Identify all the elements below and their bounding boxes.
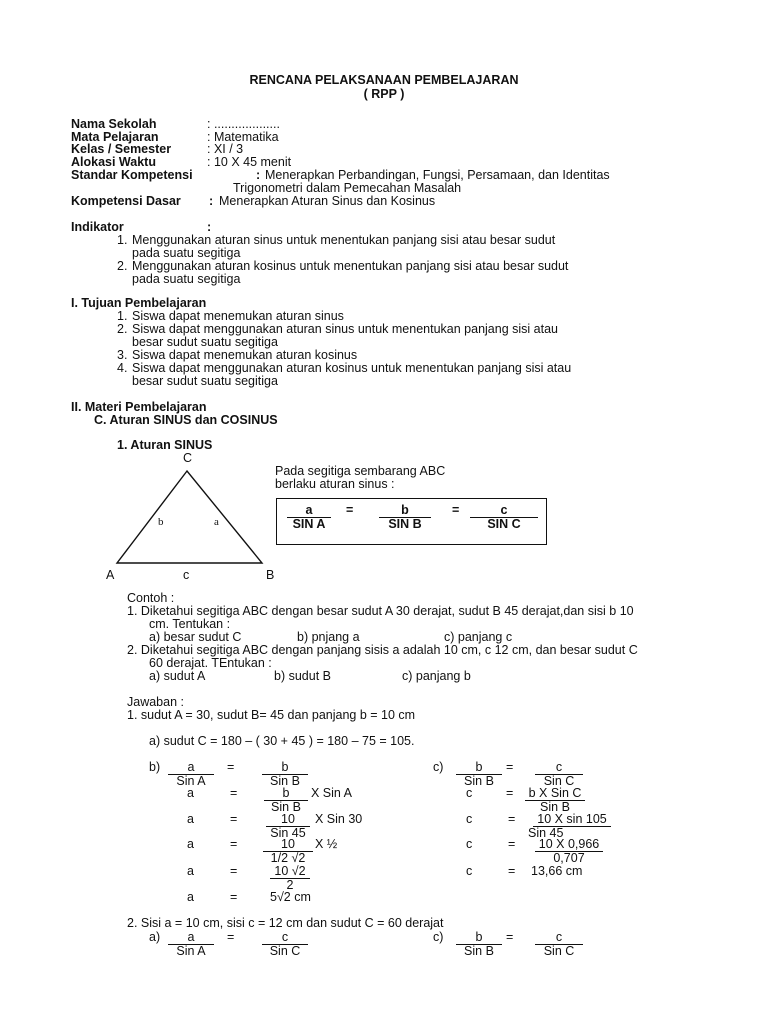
- sinus-frac-b: [379, 504, 431, 531]
- work-r1-right-frac: [262, 761, 308, 788]
- contoh-q2-c: c) panjang b: [402, 669, 471, 683]
- indikator-1-line2: pada suatu segitiga: [132, 246, 241, 260]
- side-c-label: c: [183, 568, 190, 582]
- work-r1-right-den: Sin B: [270, 774, 300, 788]
- kompetensi-colon: :: [209, 194, 214, 208]
- sinus-frac-b-den: SIN B: [388, 517, 422, 531]
- contoh-q1-b: b) pnjang a: [297, 630, 360, 644]
- work-r3c-num: 10 X sin 105: [533, 813, 611, 827]
- soal2-line: 2. Sisi a = 10 cm, sisi c = 12 cm dan sudut C = 60 derajat: [127, 916, 444, 930]
- soal2-right-num: c: [262, 931, 308, 945]
- indikator-colon: :: [207, 220, 212, 234]
- side-b-label: b: [158, 516, 164, 528]
- value-alokasi-waktu: : 10 X 45 menit: [207, 155, 292, 169]
- contoh-q1-line1: 1. Diketahui segitiga ABC dengan besar sudut A 30 derajat, sudut B 45 derajat,dan sisi b 10: [127, 604, 634, 618]
- label-indikator: Indikator: [71, 220, 124, 234]
- work-r2c-var: c: [466, 786, 473, 800]
- sinus-frac-a: [287, 504, 331, 531]
- aturan-sinus-title: 1. Aturan SINUS: [117, 438, 213, 452]
- work-r2-den: Sin B: [271, 800, 301, 814]
- work-r4-den: 1/2 √2: [270, 851, 306, 865]
- soal2-left-num: a: [168, 931, 214, 945]
- contoh-q1-line2: cm. Tentukan :: [149, 617, 231, 631]
- contoh-q1-c: c) panjang c: [444, 630, 513, 644]
- standar-colon: :: [256, 168, 261, 182]
- label-kelas-semester: Kelas / Semester: [71, 142, 172, 156]
- side-a-label: a: [214, 516, 219, 528]
- label-mata-pelajaran: Mata Pelajaran: [71, 130, 159, 144]
- sinus-frac-c-den: SIN C: [487, 517, 521, 531]
- vertex-b-label: B: [266, 568, 275, 582]
- work-r3-frac: [264, 813, 312, 840]
- tujuan-heading: I. Tujuan Pembelajaran: [71, 296, 207, 310]
- soal2-c-eq: =: [506, 930, 514, 944]
- value-mata-pelajaran: : Matematika: [207, 130, 279, 144]
- sinus-intro-line1: Pada segitiga sembarang ABC: [275, 464, 446, 478]
- indikator-1-line1: Menggunakan aturan sinus untuk menentukan panjang sisi atau besar sudut: [132, 233, 556, 247]
- vertex-c-label: C: [183, 451, 193, 465]
- work-r1-left-num: a: [168, 761, 214, 775]
- work-r1c-right-num: c: [535, 761, 583, 775]
- soal2-a-eq: =: [227, 930, 235, 944]
- work-r5-den: 2: [286, 878, 294, 892]
- contoh-q2-line2: 60 derajat. TEntukan :: [149, 656, 272, 670]
- standar-line1: Menerapkan Perbandingan, Fungsi, Persamaan, dan Identitas: [265, 168, 610, 182]
- tujuan-num-1: 1.: [117, 309, 128, 323]
- work-r2c-frac: [520, 787, 590, 814]
- work-r4-num: 10: [263, 838, 313, 852]
- work-r4c-var: c: [466, 837, 473, 851]
- work-r2-eq: =: [230, 786, 238, 800]
- label-nama-sekolah: Nama Sekolah: [71, 117, 157, 131]
- tujuan-num-3: 3.: [117, 348, 128, 362]
- label-kompetensi-dasar: Kompetensi Dasar: [71, 194, 181, 208]
- work-r5c-var: c: [466, 864, 473, 878]
- work-r1c-right-den: Sin C: [543, 774, 575, 788]
- work-r4c-den: 0,707: [553, 851, 585, 865]
- work-r2-frac: [264, 787, 308, 814]
- work-r3-var: a: [187, 812, 194, 826]
- page-title: RENCANA PELAKSANAAN PEMBELAJARAN: [249, 73, 519, 87]
- work-r2c-den: Sin B: [540, 800, 570, 814]
- jawaban-s1a: a) sudut C = 180 – ( 30 + 45 ) = 180 – 75 = 105.: [149, 734, 415, 748]
- soal2-c-label: c): [433, 930, 444, 944]
- sinus-frac-c-num: c: [470, 504, 538, 518]
- page-subtitle: ( RPP ): [363, 87, 405, 101]
- value-kelas-semester: : XI / 3: [207, 142, 244, 156]
- work-b-label: b): [149, 760, 161, 774]
- tujuan-num-2: 2.: [117, 322, 128, 336]
- soal2-c-left-num: b: [456, 931, 502, 945]
- work-r2c-num: b X Sin C: [525, 787, 586, 801]
- contoh-q2-a: a) sudut A: [149, 669, 206, 683]
- contoh-q2-b: b) sudut B: [274, 669, 331, 683]
- soal2-left-frac: [168, 931, 214, 958]
- indikator-2-line2: pada suatu segitiga: [132, 272, 241, 286]
- sinus-intro-line2: berlaku aturan sinus :: [275, 477, 395, 491]
- value-nama-sekolah: : ...................: [207, 117, 280, 131]
- tujuan-4-line1: Siswa dapat menggunakan aturan kosinus untuk menentukan panjang sisi atau: [132, 361, 572, 375]
- work-c-label: c): [433, 760, 444, 774]
- work-r1-eq: =: [227, 760, 235, 774]
- contoh-q2-line1: 2. Diketahui segitiga ABC dengan panjang sisis a adalah 10 cm, c 12 cm, dan besar sudut C: [127, 643, 638, 657]
- work-r2c-eq: =: [506, 786, 514, 800]
- tujuan-2-line1: Siswa dapat menggunakan aturan sinus untuk menentukan panjang sisi atau: [132, 322, 558, 336]
- work-r3-den: Sin 45: [270, 826, 306, 840]
- work-r3-eq: =: [230, 812, 238, 826]
- work-r4c-frac: [526, 838, 612, 865]
- triangle-shape: [117, 471, 262, 563]
- work-r4-tail: X ½: [315, 837, 338, 851]
- indikator-num-1: 1.: [117, 233, 128, 247]
- sinus-frac-a-den: SIN A: [292, 517, 326, 531]
- soal2-c-right-den: Sin C: [543, 944, 575, 958]
- work-r5c-eq: =: [508, 864, 516, 878]
- work-r1c-left-frac: [456, 761, 502, 788]
- tujuan-3-line1: Siswa dapat menemukan aturan kosinus: [132, 348, 358, 362]
- soal2-a-label: a): [149, 930, 161, 944]
- work-r1c-left-num: b: [456, 761, 502, 775]
- work-r1c-left-den: Sin B: [464, 774, 494, 788]
- triangle-diagram: [110, 460, 270, 590]
- tujuan-2-line2: besar sudut suatu segitiga: [132, 335, 278, 349]
- label-alokasi-waktu: Alokasi Waktu: [71, 155, 156, 169]
- jawaban-label: Jawaban :: [127, 695, 184, 709]
- standar-line2: Trigonometri dalam Pemecahan Masalah: [233, 181, 462, 195]
- soal2-left-den: Sin A: [176, 944, 206, 958]
- contoh-label: Contoh :: [127, 591, 175, 605]
- work-r5-var: a: [187, 864, 194, 878]
- work-r2-var: a: [187, 786, 194, 800]
- kompetensi-value: Menerapkan Aturan Sinus dan Kosinus: [219, 194, 436, 208]
- jawaban-s1: 1. sudut A = 30, sudut B= 45 dan panjang b = 10 cm: [127, 708, 416, 722]
- work-r4c-eq: =: [508, 837, 516, 851]
- work-r6-value: 5√2 cm: [270, 890, 311, 904]
- work-r5-eq: =: [230, 864, 238, 878]
- tujuan-num-4: 4.: [117, 361, 128, 375]
- soal2-c-left-den: Sin B: [464, 944, 494, 958]
- work-r1c-eq: =: [506, 760, 514, 774]
- work-r4c-num: 10 X 0,966: [535, 838, 603, 852]
- work-r1-left-den: Sin A: [176, 774, 206, 788]
- work-r5-num: 10 √2: [270, 865, 309, 879]
- soal2-right-den: Sin C: [269, 944, 301, 958]
- work-r4-eq: =: [230, 837, 238, 851]
- sinus-eq-2: =: [452, 503, 460, 517]
- work-r3c-var: c: [466, 812, 473, 826]
- sinus-frac-b-num: b: [379, 504, 431, 518]
- materi-heading: II. Materi Pembelajaran: [71, 400, 207, 414]
- materi-subheading: C. Aturan SINUS dan COSINUS: [94, 413, 278, 427]
- work-r4-frac: [262, 838, 314, 865]
- work-r6-var: a: [187, 890, 194, 904]
- sinus-frac-c: [470, 504, 538, 531]
- work-r4-var: a: [187, 837, 194, 851]
- vertex-a-label: A: [106, 568, 115, 582]
- contoh-q1-a: a) besar sudut C: [149, 630, 242, 644]
- work-r6-eq: =: [230, 890, 238, 904]
- tujuan-4-line2: besar sudut suatu segitiga: [132, 374, 278, 388]
- label-standar-kompetensi: Standar Kompetensi: [71, 168, 193, 182]
- work-r1-right-num: b: [262, 761, 308, 775]
- work-r3c-frac: [524, 813, 620, 840]
- soal2-c-right-num: c: [535, 931, 583, 945]
- soal2-c-right-frac: [535, 931, 583, 958]
- work-r1c-right-frac: [535, 761, 583, 788]
- tujuan-1-line1: Siswa dapat menemukan aturan sinus: [132, 309, 344, 323]
- work-r2-tail: X Sin A: [311, 786, 352, 800]
- sinus-eq-1: =: [346, 503, 354, 517]
- sinus-frac-a-num: a: [287, 504, 331, 518]
- soal2-c-left-frac: [456, 931, 502, 958]
- work-r5c-value: 13,66 cm: [531, 864, 583, 878]
- work-r3-tail: X Sin 30: [315, 812, 363, 826]
- work-r5-frac: [266, 865, 314, 892]
- work-r3-num: 10: [266, 813, 310, 827]
- work-r2-num: b: [264, 787, 308, 801]
- indikator-2-line1: Menggunakan aturan kosinus untuk menentukan panjang sisi atau besar sudut: [132, 259, 569, 273]
- work-r1-left-frac: [168, 761, 214, 788]
- work-r3c-eq: =: [508, 812, 516, 826]
- work-r3c-den: Sin 45: [528, 826, 564, 840]
- indikator-num-2: 2.: [117, 259, 128, 273]
- soal2-right-frac: [262, 931, 308, 958]
